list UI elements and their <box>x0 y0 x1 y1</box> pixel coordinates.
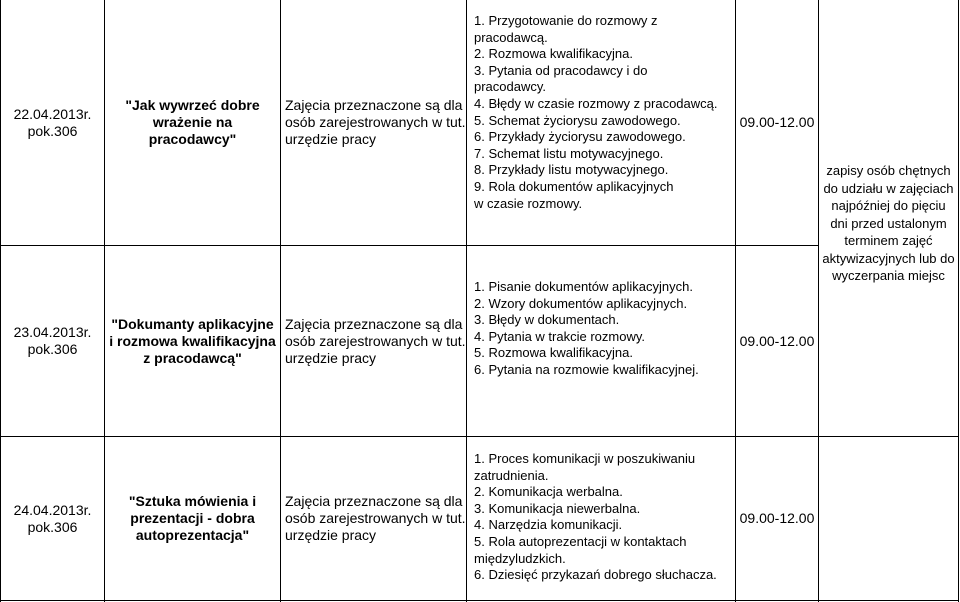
row-3-room: pok.306 <box>27 518 78 535</box>
col-divider-2 <box>280 0 281 602</box>
topic-line: 2. Wzory dokumentów aplikacyjnych. <box>474 295 688 311</box>
row-3-date-cell <box>1 437 104 600</box>
row-2-audience: Zajęcia przeznaczone są dla osób zarejestrowanych w tut. urzędzie pracy <box>285 315 466 366</box>
topic-line: 3. Komunikacja niewerbalna. <box>474 500 641 516</box>
row-2-room: pok.306 <box>27 341 78 357</box>
row-2-title: "Dokumanty aplikacyjne i rozmowa kwalifikacyjna z pracodawcą" <box>109 315 276 366</box>
topic-line: 4. Narzędzia komunikacji. <box>474 517 623 533</box>
note-line: najpóźniej do pięciu <box>831 198 946 213</box>
row-1-topics <box>474 13 717 212</box>
topic-line: 6. Przykłady życiorysu zawodowego. <box>474 129 686 145</box>
note-line: terminem zajęć <box>844 233 933 248</box>
topic-line: 6. Dziesięć przykazań dobrego słuchacza. <box>474 567 717 583</box>
topic-line: pracodawcą. <box>474 29 548 45</box>
row-3-topics <box>474 451 717 584</box>
row-1-hours-cell <box>736 0 818 245</box>
row-2-audience-cell <box>285 246 466 436</box>
row-2-date-cell <box>1 246 104 436</box>
row-3-audience-cell <box>285 437 466 600</box>
note-line: wyczerpania miejsc <box>832 268 945 283</box>
topic-line: 1. Pisanie dokumentów aplikacyjnych. <box>474 279 693 294</box>
topic-line: 2. Komunikacja werbalna. <box>474 484 623 500</box>
topic-line: 6. Pytania na rozmowie kwalifikacyjnej. <box>474 361 699 377</box>
row-1-audience-cell <box>285 0 466 245</box>
topic-line: 1. Proces komunikacji w poszukiwaniu <box>474 451 696 466</box>
row-1-room: pok.306 <box>27 122 78 139</box>
topic-line: 7. Schemat listu motywacyjnego. <box>474 145 664 161</box>
topic-line: międzyludzkich. <box>474 550 566 566</box>
topic-line: 4. Pytania w trakcie rozmowy. <box>474 328 645 344</box>
topic-line: 1. Przygotowanie do rozmowy z <box>474 13 658 28</box>
col-divider-5 <box>818 0 819 602</box>
row-2-hours-cell <box>736 246 818 436</box>
note-line: zapisy osób chętnych <box>826 163 951 178</box>
note-line: aktywizacyjnych lub do <box>822 250 955 266</box>
enrollment-note <box>819 162 958 285</box>
row-3-hours-cell <box>736 437 818 600</box>
row-3-date: 24.04.2013r. <box>13 501 92 518</box>
topic-line: pracodawcy. <box>474 79 547 95</box>
table-border-bottom <box>0 600 959 601</box>
topic-line: 4. Błędy w czasie rozmowy z pracodawcą. <box>474 95 718 111</box>
row-1-hours: 09.00-12.00 <box>739 114 815 130</box>
topic-line: 9. Rola dokumentów aplikacyjnych <box>474 178 674 194</box>
row-1-date-cell <box>1 0 104 245</box>
table-border-right <box>958 0 959 602</box>
note-line: dni przed ustalonym <box>830 215 947 231</box>
row-3-audience: Zajęcia przeznaczone są dla osób zarejestrowanych w tut. urzędzie pracy <box>285 493 466 543</box>
row-1-title: "Jak wywrzeć dobre wrażenie na pracodawcy" <box>125 97 260 147</box>
row-1-title-cell <box>105 0 280 245</box>
row-1-date: 22.04.2013r. <box>13 105 92 122</box>
row-2-title-cell <box>105 246 280 436</box>
row-3-hours: 09.00-12.00 <box>739 510 815 526</box>
row-2-hours: 09.00-12.00 <box>739 332 815 349</box>
topic-line: 3. Pytania od pracodawcy i do <box>474 62 648 78</box>
topic-line: 8. Przykłady listu motywacyjnego. <box>474 162 669 178</box>
note-line: do udziału w zajęciach <box>823 180 954 196</box>
row-2-topics <box>474 279 699 379</box>
topic-line: w czasie rozmowy. <box>474 195 583 211</box>
topic-line: 5. Schemat życiorysu zawodowego. <box>474 112 681 128</box>
topic-line: zatrudnienia. <box>474 467 549 483</box>
topic-line: 3. Błędy w dokumentach. <box>474 312 620 328</box>
col-divider-3 <box>466 0 467 602</box>
row-1-audience: Zajęcia przeznaczone są dla osób zarejestrowanych w tut. urzędzie pracy <box>285 97 466 147</box>
row-2-date: 23.04.2013r. <box>13 324 92 340</box>
row-3-title-cell <box>105 437 280 600</box>
topic-line: 5. Rozmowa kwalifikacyjna. <box>474 345 633 361</box>
topic-line: 2. Rozmowa kwalifikacyjna. <box>474 46 633 62</box>
row-3-title: "Sztuka mówienia i prezentacji - dobra autoprezentacja" <box>128 493 257 543</box>
topic-line: 5. Rola autoprezentacji w kontaktach <box>474 533 687 549</box>
